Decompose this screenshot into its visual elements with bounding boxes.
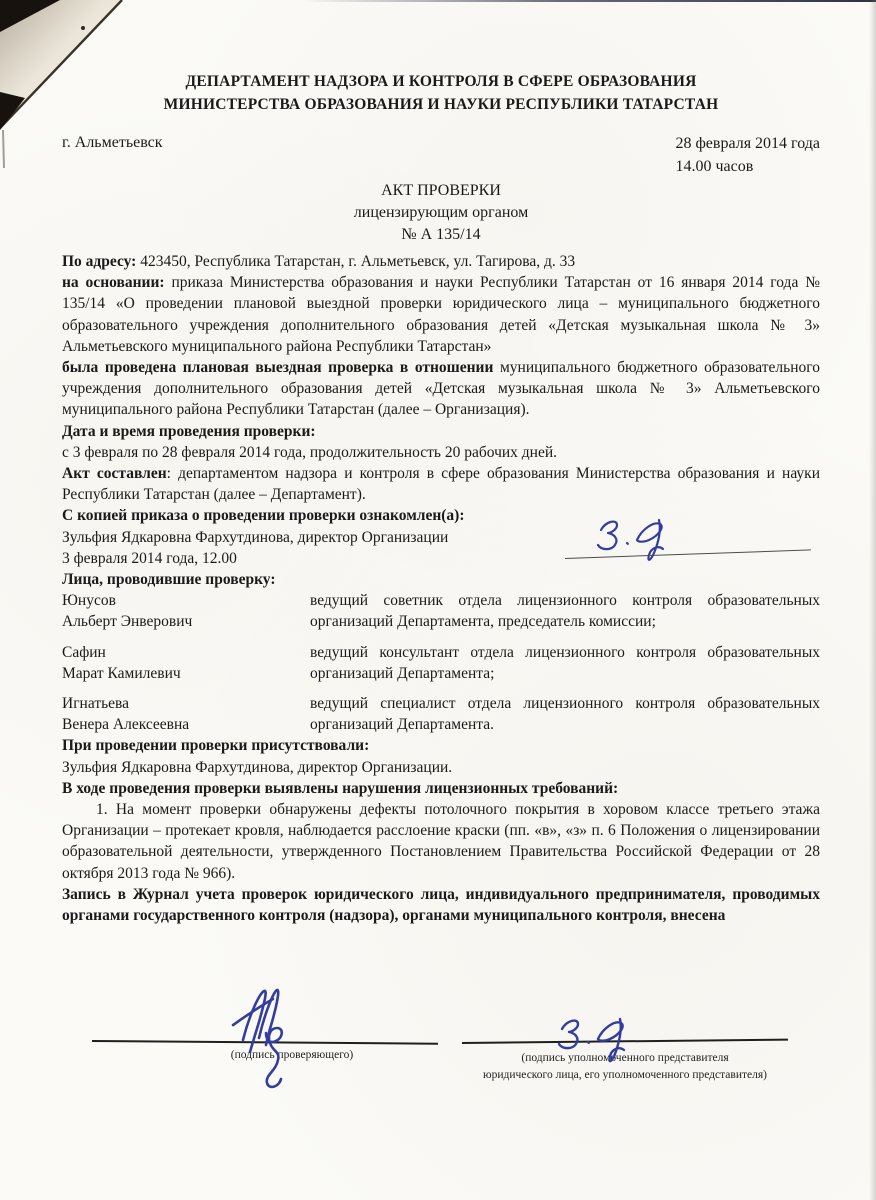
inspector-given-names: Альберт Энверович [62,613,193,631]
journal-note: Запись в Журнал учета проверок юридического лица, индивидуального предпринимателя, проводимых органами государственного контроля (надзора), органами муниципального контроля, внесена [62,885,820,925]
act-composed-paragraph [62,463,820,505]
scan-right-edge-shadow [869,0,876,1200]
fold-dark-corner-bottom [0,92,25,130]
representative-caption-line1: (подпись уполномоченного представителя [521,1052,729,1064]
violations-heading: В ходе проведения проверки выявлены нарушения лицензионных требований: [62,779,619,797]
document-date: 28 февраля 2014 года [675,135,820,152]
document-body [62,251,820,926]
act-composed-label: Акт составлен [62,465,167,483]
act-composed-value: : департаментом надзора и контроля в сфере образования Министерства образования и науки Республики Татарстан (далее – Департамент). [62,465,820,504]
document-content [62,70,820,926]
document-time: 14.00 часов [675,158,754,175]
title-number: № А 135/14 [401,226,481,243]
basis-label: на основании: [62,274,165,292]
inspector-given-names: Марат Камилевич [62,664,181,682]
signature-ink [233,990,282,1087]
inspection-label: была проведена плановая выездная проверка в отношении [62,359,494,377]
signature-ink [559,1019,624,1061]
inspector-name [62,642,310,684]
inspector-surname: Игнатьева [62,695,130,713]
violation-item: 1. На момент проверки обнаружены дефекты потолочного покрытия в хоровом классе третьего этажа Организации – протекает кровля, наблюдается расслоение краски (пп. «в», «з» п. 6 Положения о лицензировании образовательной деятельности, утвержденного Постановлением Правительства Российской Федерации от 28 октября 2013 года № 966). [62,801,820,882]
copy-person: Зульфия Ядкаровна Фархутдинова, директор Организации [62,528,449,546]
handwritten-signature [227,978,307,1098]
scan-top-edge-shadow [300,0,876,2]
datetime-value: с 3 февраля по 28 февраля 2014 года, продолжительность 20 рабочих дней. [62,443,558,461]
basis-value: приказа Министерства образования и науки Республики Татарстан от 16 января 2014 года № 135/14 «О проведении плановой выездной проверки юридического лица – муниципального бюджетного образовательного учреждения дополнительного образования детей «Детская музыкальная школа № 3» Альметьевского муниципального района Республики Татарстан» [62,274,820,355]
acknowledgement-signature-area [565,515,811,559]
organization-header [62,70,820,116]
inspector-given-names: Венера Алексеевна [62,716,190,734]
inspector-role: ведущий консультант отдела лицензионного контроля образовательных организаций Департамента; [310,643,820,682]
present-heading: При проведении проверки присутствовали: [62,737,370,755]
place-date-row [62,132,820,178]
datetime-heading: Дата и время проведения проверки: [62,422,316,440]
scan-speck [81,26,85,30]
inspector-row [62,590,820,632]
handwritten-signature [544,1008,654,1066]
inspector-surname: Юнусов [62,592,116,610]
inspector-role: ведущий специалист отдела лицензионного контроля образовательных организаций Департамента. [310,695,820,734]
inspector-name [62,693,310,735]
inspector-row [62,642,820,684]
copy-heading: С копией приказа о проведении проверки ознакомлен(а): [62,507,465,525]
copy-datetime: 3 февраля 2014 года, 12.00 [62,549,237,567]
address-value: 423450, Республика Татарстан, г. Альметьевск, ул. Тагирова, д. 33 [136,253,576,270]
inspection-value: муниципального бюджетного образовательного учреждения дополнительного образования детей «Детская музыкальная школа № 3» Альметьевского муниципального района Республики Татарстан (далее – Организация). [62,359,820,419]
address-paragraph [62,251,820,272]
present-person: Зульфия Ядкаровна Фархутдинова, директор Организации. [62,758,453,776]
org-name-line1: ДЕПАРТАМЕНТ НАДЗОРА И КОНТРОЛЯ В СФЕРЕ ОБРАЗОВАНИЯ [185,73,697,90]
signature-block [62,1016,820,1176]
copy-acknowledgement-block [62,505,820,569]
document-datetime [675,132,820,178]
document-title [62,180,820,246]
fold-edge-shadow [3,130,4,168]
inspector-row [62,693,820,735]
inspection-paragraph [62,357,820,421]
org-name-line2: МИНИСТЕРСТВА ОБРАЗОВАНИЯ И НАУКИ РЕСПУБЛИКИ ТАТАРСТАН [163,96,719,113]
inspector-role: ведущий советник отдела лицензионного контроля образовательных организаций Департамента, председатель комиссии; [310,592,820,631]
representative-caption-line2: юридического лица, его уполномоченного представителя) [483,1068,767,1081]
title-subtitle: лицензирующим органом [353,204,529,221]
address-label: По адресу: [62,253,137,270]
document-place: г. Альметьевск [62,134,163,151]
basis-paragraph [62,272,820,357]
inspector-signature-caption: (подпись проверяющего) [230,1049,354,1061]
inspector-name [62,590,310,632]
inspectors-heading: Лица, проводившие проверку: [62,571,276,589]
inspector-surname: Сафин [62,643,106,661]
title-act: АКТ ПРОВЕРКИ [381,182,501,199]
